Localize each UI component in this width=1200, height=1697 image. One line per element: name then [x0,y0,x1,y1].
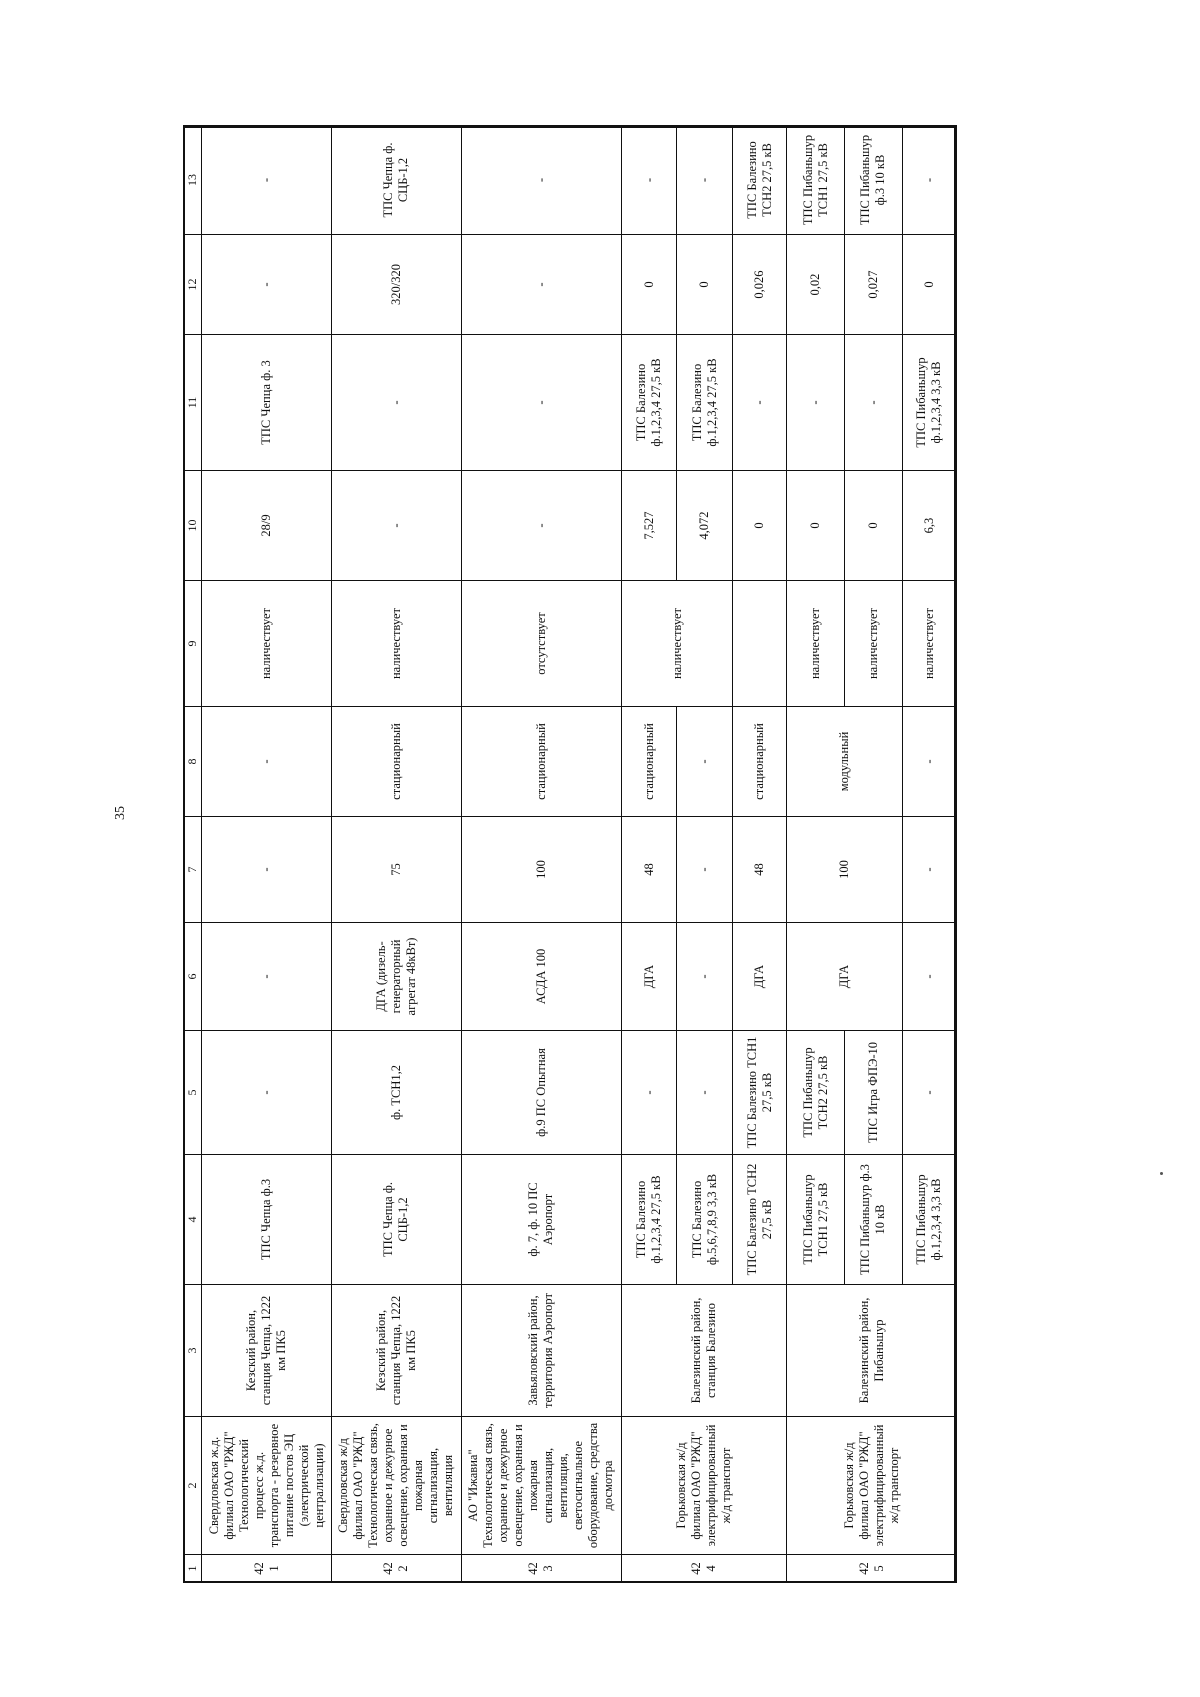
cell-c6: АСДА 100 [461,923,621,1031]
address-cell: Балезинский район, Пибаньшур [787,1285,957,1417]
cell-c13: ТПС Пибаньшур ф.3 10 кВ [844,126,902,235]
cell-c9: наличествует [787,581,844,707]
cell-c4: ТПС Пибаньшур ТСН1 27,5 кВ [787,1155,844,1285]
organization-cell: АО "Ижавиа" Технологическая связь, охранное и дежурное освещение, охранная и пожарная сигнализация, вентиляция, светосигнальное оборудование, средства досмотра [461,1417,621,1555]
cell-c7: 100 [787,817,902,923]
address-cell: Кезский район, станция Чепца, 1222 км ПК5 [202,1285,332,1417]
table-row-425a [787,126,844,1583]
cell-c8: стационарный [332,707,462,817]
table-row-422 [332,126,462,1583]
table-row-423 [461,126,621,1583]
table-row-424a [622,126,677,1583]
column-header: 1 [184,1555,202,1583]
cell-c6: - [677,923,733,1031]
cell-c10: - [332,471,462,581]
row-number: 424 [622,1555,787,1583]
cell-c11: - [332,335,462,471]
cell-c10: 6,3 [902,471,956,581]
cell-c10: 0 [787,471,844,581]
cell-c7: 48 [622,817,677,923]
cell-c5: - [902,1031,956,1155]
cell-c11: - [844,335,902,471]
cell-c8: модульный [787,707,902,817]
cell-c5: ф.9 ПС Опытная [461,1031,621,1155]
cell-c4: ТПС Пибаньшур ф.3 10 кВ [844,1155,902,1285]
data-table [183,125,957,1583]
cell-c13: - [902,126,956,235]
address-cell: Балезинский район, станция Балезино [622,1285,787,1417]
cell-c5: ТПС Пибаньшур ТСН2 27,5 кВ [787,1031,844,1155]
cell-c11: ТПС Пибаньшур ф.1,2,3,4 3,3 кВ [902,335,956,471]
column-header: 3 [184,1285,202,1417]
cell-c12: 0 [677,235,733,335]
cell-c12: - [461,235,621,335]
cell-c8: - [202,707,332,817]
cell-c13: ТПС Чепца ф. СЦБ-1,2 [332,126,462,235]
cell-c8: стационарный [733,707,787,817]
cell-c6: ДГА [622,923,677,1031]
cell-c7: 48 [733,817,787,923]
cell-c4: ТПС Чепца ф. СЦБ-1,2 [332,1155,462,1285]
cell-c12: 0,027 [844,235,902,335]
cell-c13: - [622,126,677,235]
cell-c5: ТПС Игра ФПЭ-10 [844,1031,902,1155]
cell-c4: ТПС Пибаньшур ф.1,2,3,4 3,3 кВ [902,1155,956,1285]
column-header: 13 [184,126,202,235]
header-row [184,126,202,1583]
cell-c9: отсутствует [461,581,621,707]
cell-c8: стационарный [461,707,621,817]
column-header: 11 [184,335,202,471]
cell-c7: 75 [332,817,462,923]
cell-c4: ТПС Чепца ф.3 [202,1155,332,1285]
cell-c10: 28/9 [202,471,332,581]
address-cell: Кезский район, станция Чепца, 1222 км ПК5 [332,1285,462,1417]
column-header: 5 [184,1031,202,1155]
cell-c8: - [677,707,733,817]
row-number: 425 [787,1555,957,1583]
cell-c9: наличествует [622,581,733,707]
cell-c6: ДГА [733,923,787,1031]
column-header: 12 [184,235,202,335]
page-number: 35 [113,806,128,820]
scan-speck [1160,1172,1163,1175]
cell-c4: ТПС Балезино ф.1,2,3,4 27,5 кВ [622,1155,677,1285]
cell-c11: - [461,335,621,471]
cell-c9: наличествует [332,581,462,707]
cell-c11: ТПС Чепца ф. 3 [202,335,332,471]
cell-c4: ТПС Балезино ТСН2 27,5 кВ [733,1155,787,1285]
column-header: 9 [184,581,202,707]
organization-cell: Свердловская ж.д. филиал ОАО "РЖД" Технологический процесс ж.д. транспорта - резервное питание постов ЭЦ (электрической централизации) [202,1417,332,1555]
column-header: 4 [184,1155,202,1285]
cell-c12: 0,026 [733,235,787,335]
cell-c12: 0,02 [787,235,844,335]
cell-c12: 0 [902,235,956,335]
cell-c4: ТПС Балезино ф.5,6,7,8,9 3,3 кВ [677,1155,733,1285]
cell-c5: - [202,1031,332,1155]
cell-c6: ДГА [787,923,902,1031]
row-number: 422 [332,1555,462,1583]
cell-c5: - [622,1031,677,1155]
cell-c12: - [202,235,332,335]
cell-c10: 7,527 [622,471,677,581]
column-header: 6 [184,923,202,1031]
row-number: 421 [202,1555,332,1583]
cell-c9: наличествует [202,581,332,707]
cell-c13: - [461,126,621,235]
cell-c13: ТПС Балезино ТСН2 27,5 кВ [733,126,787,235]
rotated-table-wrapper [183,126,957,1583]
organization-cell: Горьковская ж/д филиал ОАО "РЖД" электрифицированный ж/д транспорт [622,1417,787,1555]
cell-c9: наличествует [902,581,956,707]
column-header: 10 [184,471,202,581]
cell-c6: - [902,923,956,1031]
cell-c10: 0 [733,471,787,581]
cell-c7: - [202,817,332,923]
cell-c10: - [461,471,621,581]
cell-c11: - [733,335,787,471]
cell-c11: ТПС Балезино ф.1,2,3,4 27,5 кВ [677,335,733,471]
cell-c13: - [677,126,733,235]
cell-c8: - [902,707,956,817]
column-header: 7 [184,817,202,923]
organization-cell: Свердловская ж/д филиал ОАО "РЖД" Технологическая связь, охранное и дежурное освещение, охранная и пожарная сигнализация, вентиляция [332,1417,462,1555]
column-header: 2 [184,1417,202,1555]
cell-c5: - [677,1031,733,1155]
cell-c9 [733,581,787,707]
cell-c7: 100 [461,817,621,923]
cell-c11: - [787,335,844,471]
cell-c8: стационарный [622,707,677,817]
cell-c10: 0 [844,471,902,581]
cell-c11: ТПС Балезино ф.1,2,3,4 27,5 кВ [622,335,677,471]
cell-c12: 320/320 [332,235,462,335]
cell-c9: наличествует [844,581,902,707]
table-row-421 [202,126,332,1583]
cell-c4: ф. 7, ф. 10 ПС Аэропорт [461,1155,621,1285]
cell-c6: ДГА (дизель-генераторный агрегат 48кВт) [332,923,462,1031]
cell-c13: ТПС Пибаньшур ТСН1 27,5 кВ [787,126,844,235]
cell-c5: ТПС Балезино ТСН1 27,5 кВ [733,1031,787,1155]
organization-cell: Горьковская ж/д филиал ОАО "РЖД" электрифицированный ж/д транспорт [787,1417,957,1555]
cell-c10: 4,072 [677,471,733,581]
cell-c7: - [677,817,733,923]
row-number: 423 [461,1555,621,1583]
cell-c7: - [902,817,956,923]
cell-c5: ф. ТСН1,2 [332,1031,462,1155]
column-header: 8 [184,707,202,817]
cell-c6: - [202,923,332,1031]
cell-c12: 0 [622,235,677,335]
address-cell: Завьяловский район, территория Аэропорт [461,1285,621,1417]
cell-c13: - [202,126,332,235]
